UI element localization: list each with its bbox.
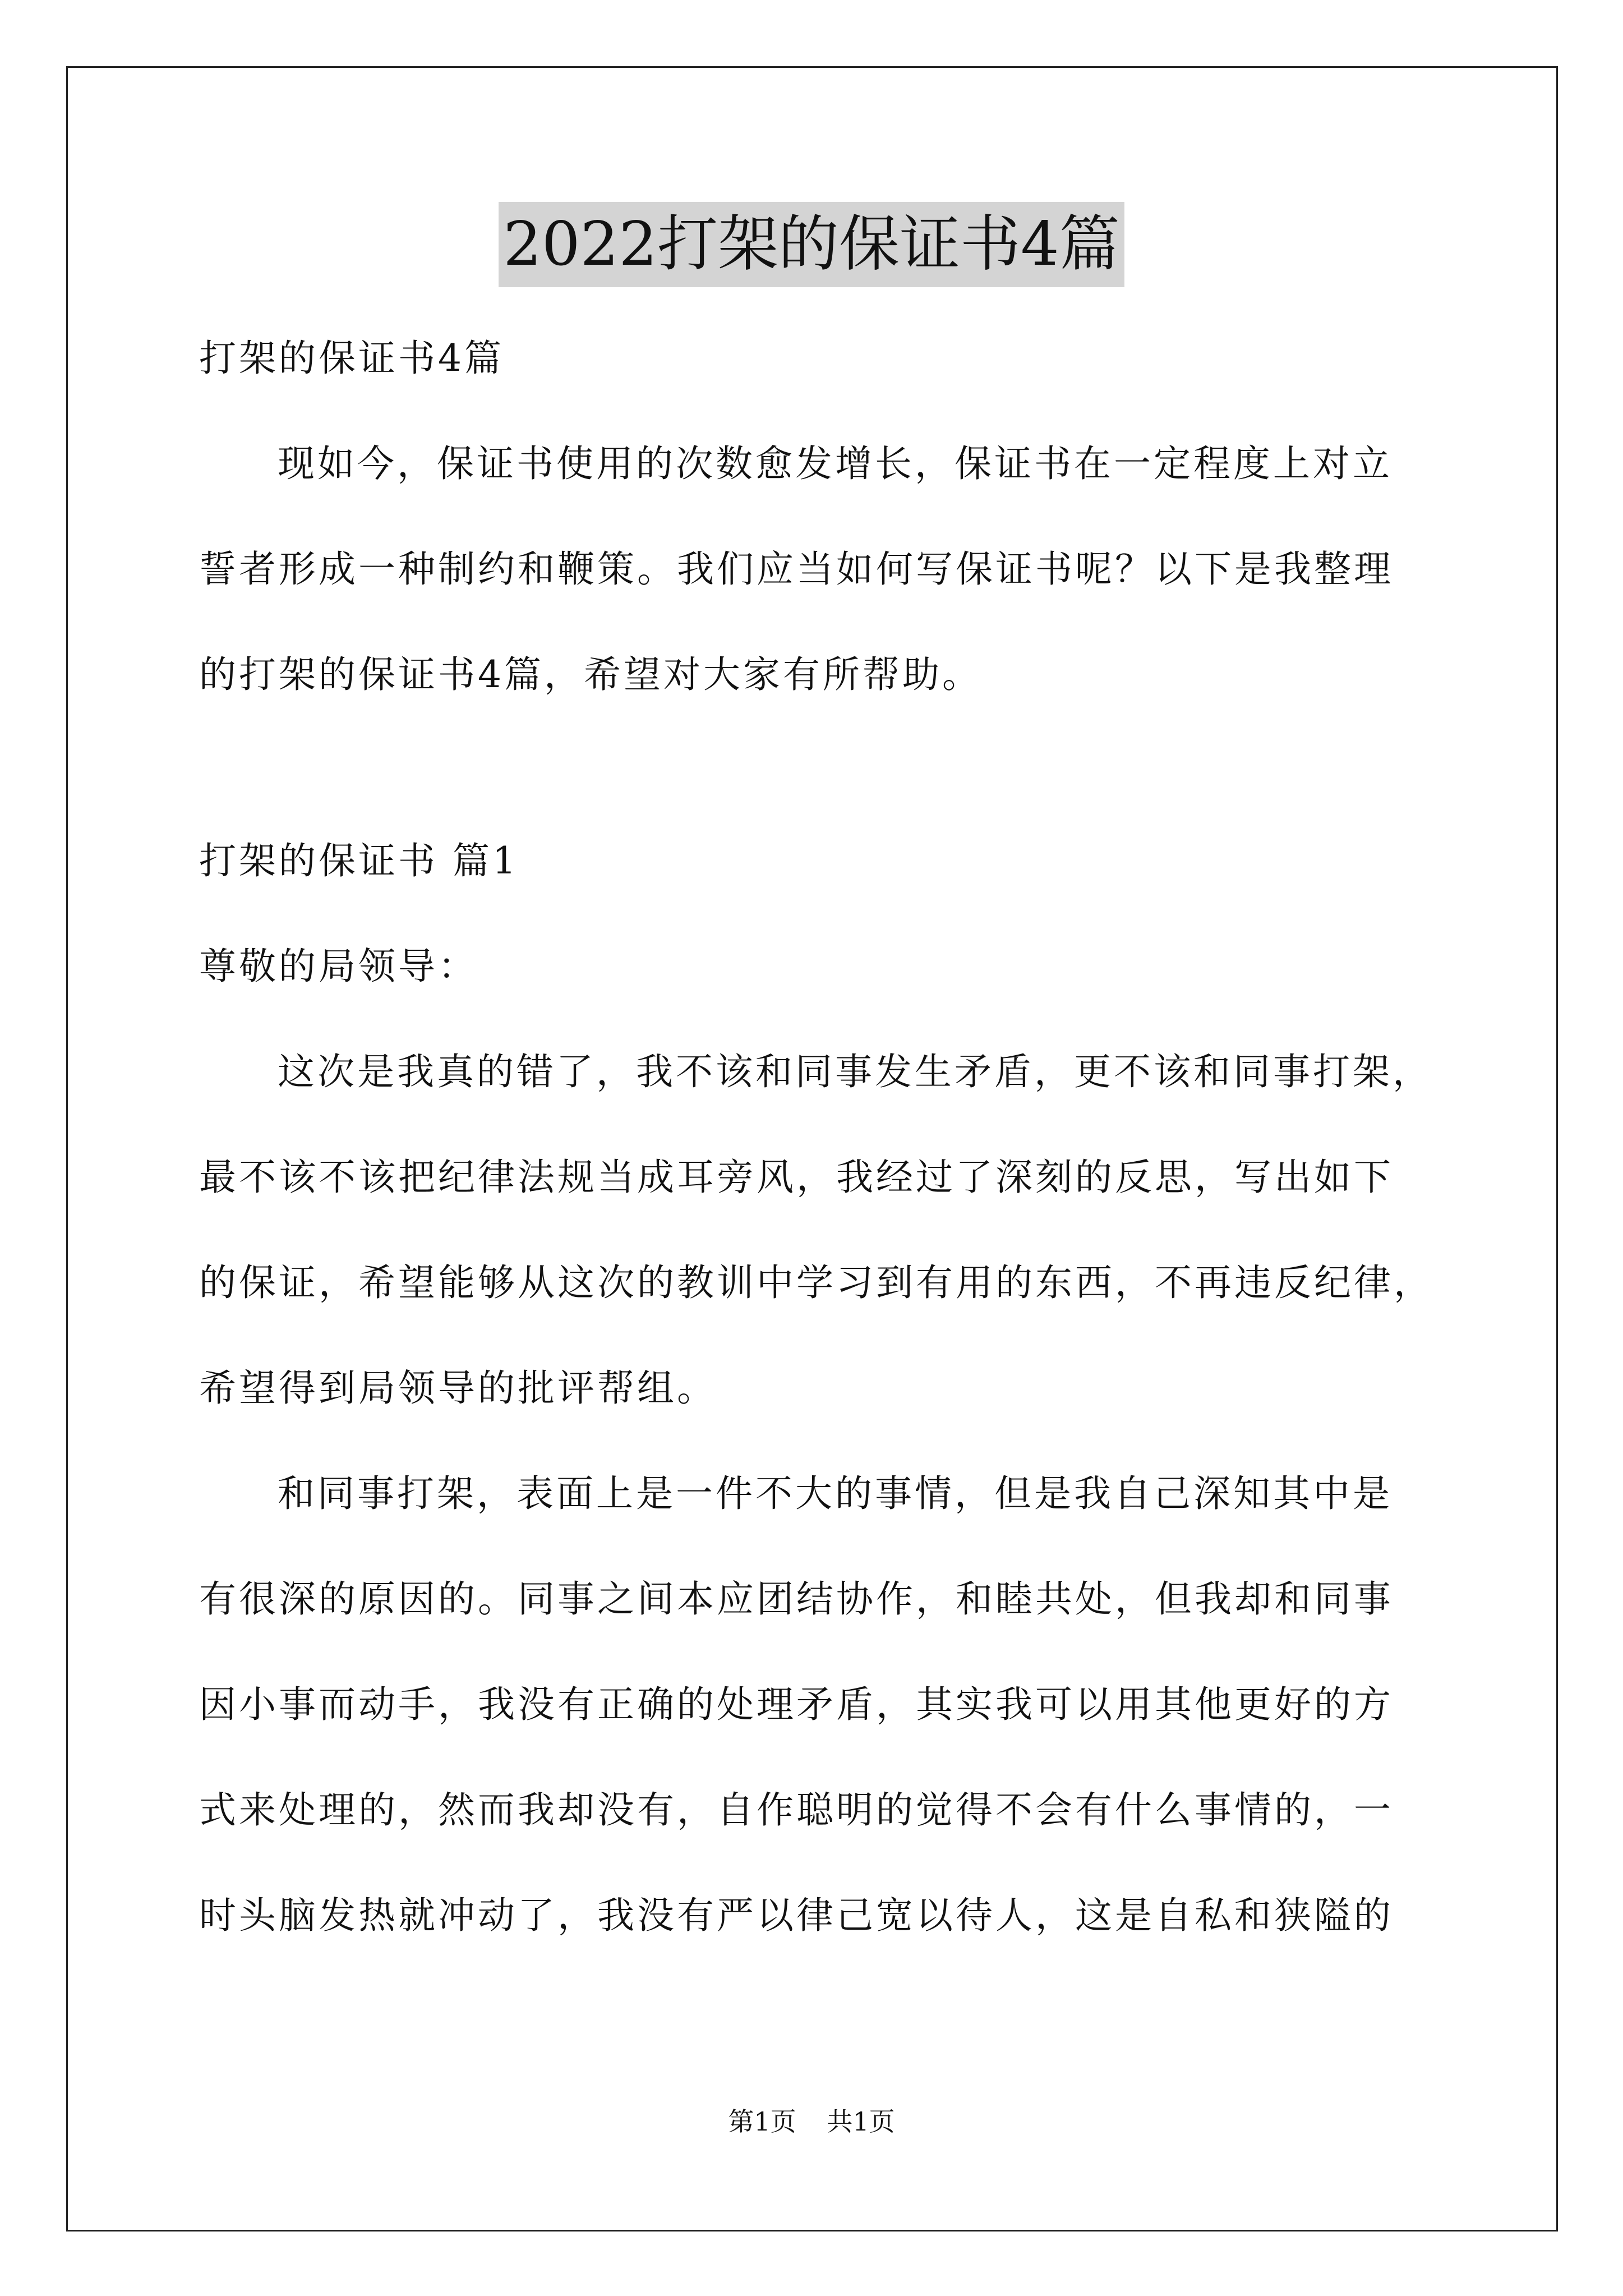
paragraph1-line: 这次是我真的错了，我不该和同事发生矛盾，更不该和同事打架，: [278, 1050, 1432, 1093]
salutation: 尊敬的局领导：: [199, 945, 478, 988]
page-number: 第1页: [728, 2106, 796, 2137]
section-heading: 打架的保证书 篇1: [199, 839, 519, 882]
title-container: [0, 202, 1623, 287]
intro-line: 誓者形成一种制约和鞭策。我们应当如何写保证书呢？以下是我整理: [199, 547, 1394, 591]
paragraph1-line: 最不该不该把纪律法规当成耳旁风，我经过了深刻的反思，写出如下: [199, 1156, 1394, 1199]
page-footer: [0, 2105, 1623, 2138]
intro-line: 现如今，保证书使用的次数愈发增长，保证书在一定程度上对立: [278, 442, 1393, 485]
document-subtitle: 打架的保证书4篇: [199, 337, 504, 380]
intro-line: 的打架的保证书4篇，希望对大家有所帮助。: [199, 653, 982, 696]
paragraph1-line: 希望得到局领导的批评帮组。: [199, 1366, 717, 1410]
paragraph2-line: 式来处理的，然而我却没有，自作聪明的觉得不会有什么事情的，一: [199, 1788, 1394, 1832]
document-body: [199, 306, 1433, 1968]
document-title: 2022打架的保证书4篇: [499, 202, 1124, 287]
section-spacer: [199, 728, 1433, 808]
paragraph2-line: 和同事打架，表面上是一件不大的事情，但是我自己深知其中是: [278, 1472, 1393, 1515]
page-total: 共1页: [827, 2106, 895, 2137]
paragraph2-line: 因小事而动手，我没有正确的处理矛盾，其实我可以用其他更好的方: [199, 1683, 1394, 1726]
paragraph2-line: 时头脑发热就冲动了，我没有严以律己宽以待人，这是自私和狭隘的: [199, 1894, 1394, 1937]
paragraph1-line: 的保证，希望能够从这次的教训中学习到有用的东西，不再违反纪律，: [199, 1261, 1433, 1304]
paragraph2-line: 有很深的原因的。同事之间本应团结协作，和睦共处，但我却和同事: [199, 1577, 1394, 1621]
